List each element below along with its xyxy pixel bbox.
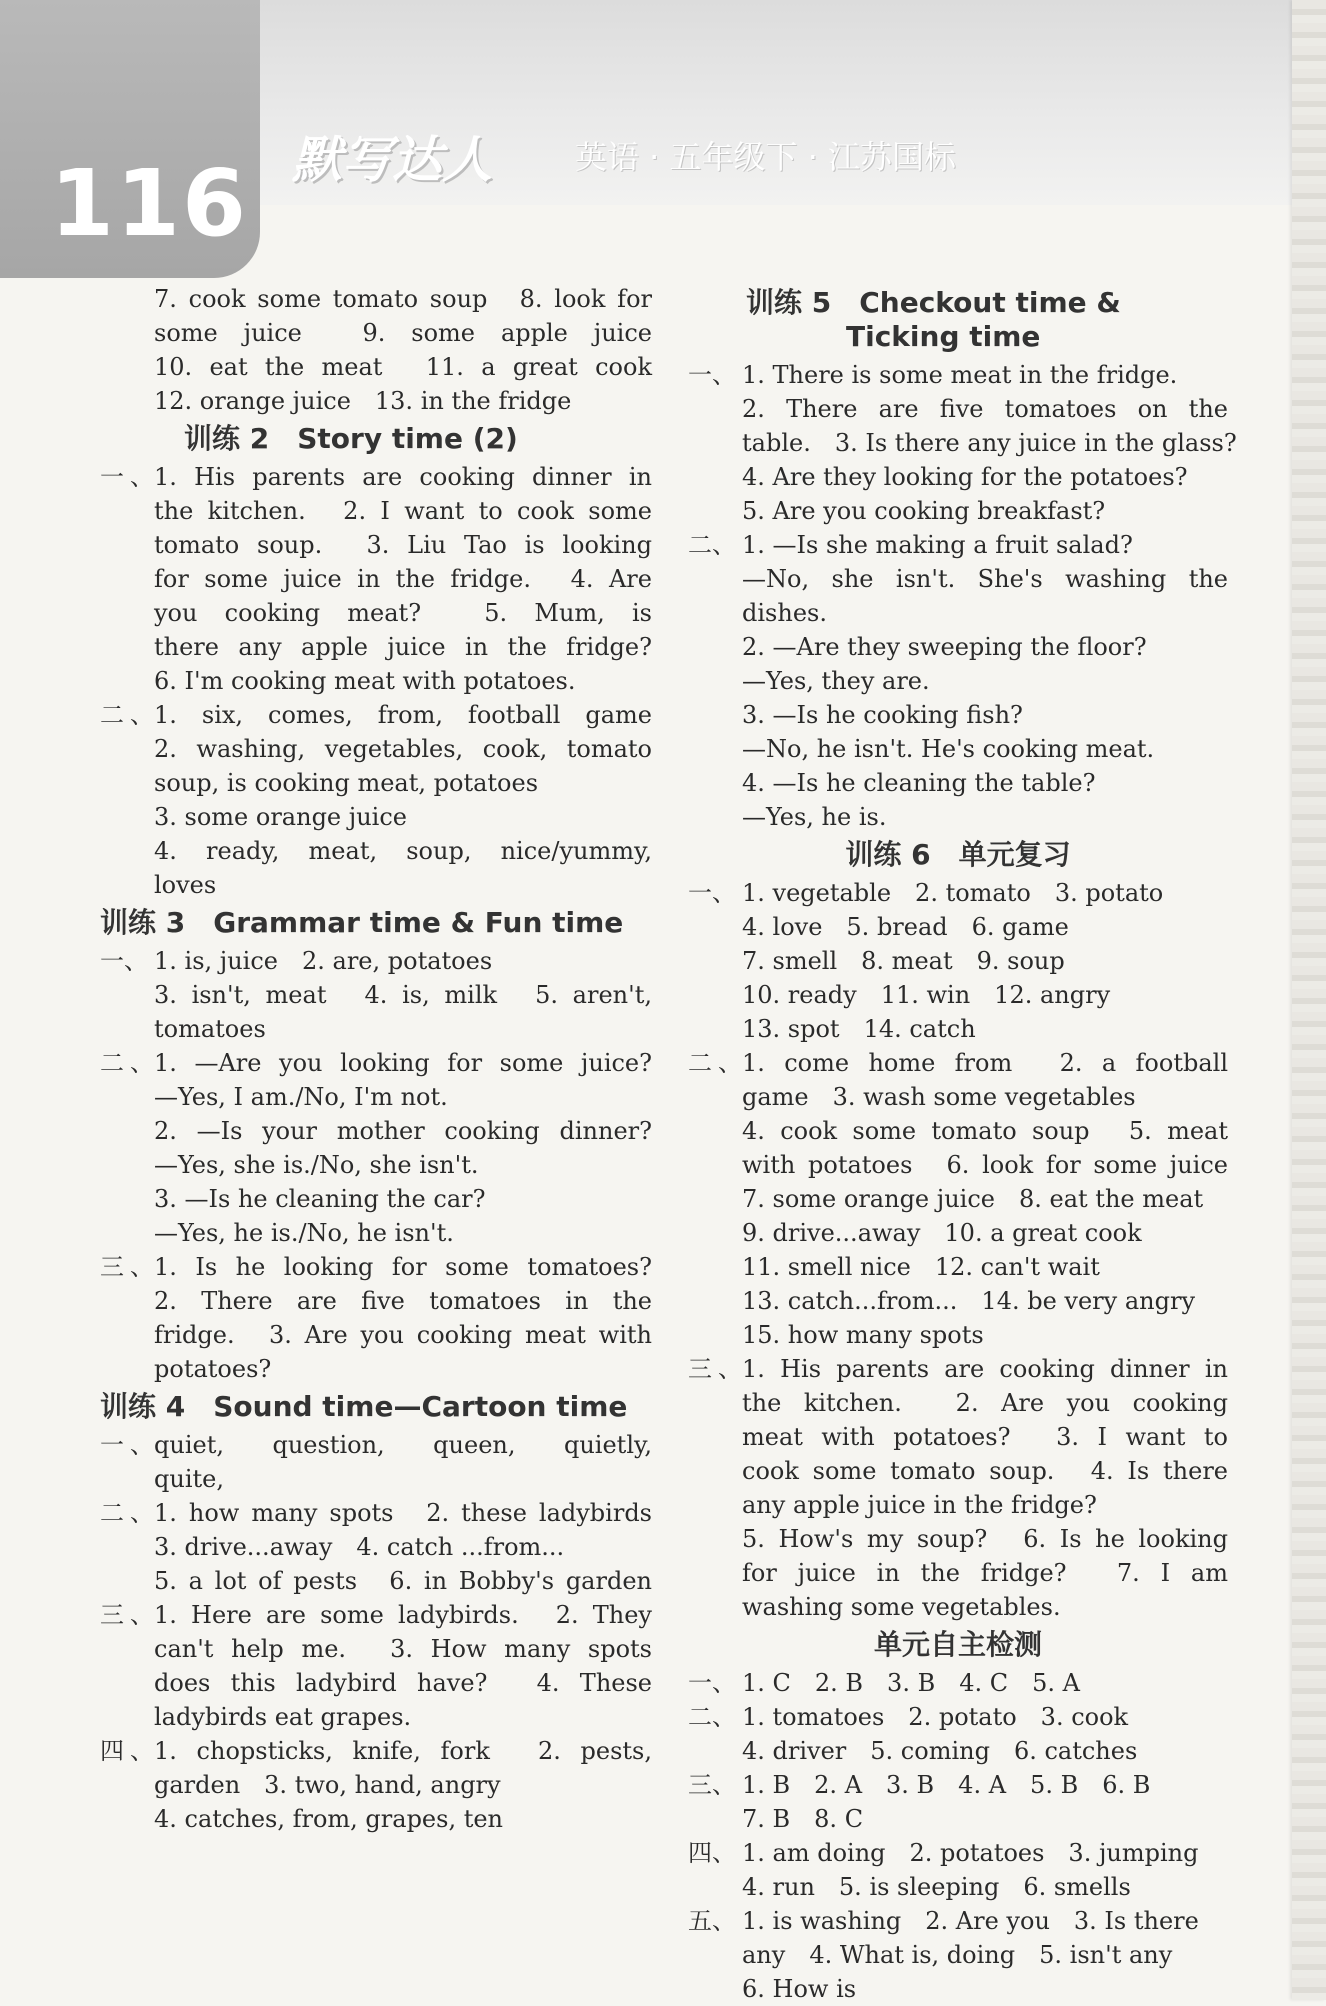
section-marker: 三、 [688, 1355, 742, 1383]
answer-line: dishes. [742, 599, 827, 627]
answer-line: 1. C 2. B 3. B 4. C 5. A [742, 1669, 1080, 1697]
section-marker: 三、 [100, 1601, 154, 1629]
answer-line: 7. some orange juice 8. eat the meat [742, 1185, 1204, 1213]
answer-line: ladybirds eat grapes. [154, 1703, 412, 1731]
answer-line: 2. —Is your mother cooking dinner? [154, 1117, 652, 1145]
section-marker: 二、 [100, 1049, 154, 1077]
answer-line: table. 3. Is there any juice in the glass? [742, 429, 1237, 457]
page-number-box [0, 0, 260, 278]
answer-line: 4. ready, meat, soup, nice/yummy, [154, 837, 652, 865]
answer-line: tomatoes [154, 1015, 266, 1043]
answer-line: 13. spot 14. catch [742, 1015, 976, 1043]
answer-line: does this ladybird have? 4. These [154, 1669, 652, 1697]
answer-line: soup, is cooking meat, potatoes [154, 769, 539, 797]
answer-line: for some juice in the fridge. 4. Are [154, 565, 652, 593]
answer-line: 1. His parents are cooking dinner in [742, 1355, 1228, 1383]
answer-line: meat with potatoes? 3. I want to [742, 1423, 1228, 1451]
answer-line: can't help me. 3. How many spots [154, 1635, 652, 1663]
section-marker: 二、 [688, 1703, 736, 1731]
book-subtitle: 英语 · 五年级下 · 江苏国标 [575, 138, 957, 176]
answer-line: 12. orange juice 13. in the fridge [154, 387, 572, 415]
answer-line: 1. six, comes, from, football game [154, 701, 652, 729]
answer-line: 1. Here are some ladybirds. 2. They [154, 1601, 652, 1629]
answer-line: 4. run 5. is sleeping 6. smells [742, 1873, 1131, 1901]
answer-line: 7. cook some tomato soup 8. look for [154, 285, 652, 313]
answer-line: —Yes, they are. [742, 667, 930, 695]
section-heading: 训练 5 Checkout time & [746, 286, 1121, 319]
section-marker: 一、 [100, 947, 148, 975]
answer-line: 6. How is [742, 1975, 857, 2003]
answer-line: 10. ready 11. win 12. angry [742, 981, 1111, 1009]
answer-line: some juice 9. some apple juice [154, 319, 652, 347]
answer-line: 3. drive...away 4. catch ...from... [154, 1533, 565, 1561]
answer-line: 1. come home from 2. a football [742, 1049, 1228, 1077]
answer-line: 3. —Is he cooking fish? [742, 701, 1023, 729]
answer-line: 1. am doing 2. potatoes 3. jumping [742, 1839, 1199, 1867]
answer-line: —Yes, she is./No, she isn't. [154, 1151, 479, 1179]
answer-line: 4. catches, from, grapes, ten [154, 1805, 504, 1833]
answer-line: 1. His parents are cooking dinner in [154, 463, 652, 491]
section-marker: 一、 [100, 463, 154, 491]
answer-line: 5. How's my soup? 6. Is he looking [742, 1525, 1228, 1553]
answer-line: 1. —Is she making a fruit salad? [742, 531, 1133, 559]
answer-line: 1. —Are you looking for some juice? [154, 1049, 652, 1077]
answer-line: for juice in the fridge? 7. I am [742, 1559, 1228, 1587]
answer-line: 11. smell nice 12. can't wait [742, 1253, 1100, 1281]
answer-line: 5. a lot of pests 6. in Bobby's garden [154, 1567, 652, 1595]
section-marker: 一、 [100, 1431, 154, 1459]
answer-line: 1. There is some meat in the fridge. [742, 361, 1178, 389]
answer-line: 4. —Is he cleaning the table? [742, 769, 1096, 797]
section-marker: 四、 [100, 1737, 154, 1765]
answer-line: 3. some orange juice [154, 803, 407, 831]
answer-line: 15. how many spots [742, 1321, 984, 1349]
answer-line: quite, [154, 1465, 224, 1493]
answer-line: 1. chopsticks, knife, fork 2. pests, [154, 1737, 652, 1765]
answer-line: 10. eat the meat 11. a great cook [154, 353, 652, 381]
section-heading: 训练 4 Sound time—Cartoon time [100, 1390, 628, 1423]
answer-line: 3. —Is he cleaning the car? [154, 1185, 486, 1213]
answer-line: 7. smell 8. meat 9. soup [742, 947, 1065, 975]
page-number: 116 [50, 150, 249, 257]
answer-line: garden 3. two, hand, angry [154, 1771, 501, 1799]
section-marker: 五、 [688, 1907, 736, 1935]
answer-line: tomato soup. 3. Liu Tao is looking [154, 531, 652, 559]
answer-line: 4. Are they looking for the potatoes? [742, 463, 1188, 491]
answer-line: 9. drive...away 10. a great cook [742, 1219, 1142, 1247]
answer-line: 7. B 8. C [742, 1805, 864, 1833]
left-column [100, 282, 652, 1836]
torn-edge [1292, 0, 1326, 2000]
section-heading: 训练 2 Story time (2) [184, 422, 518, 455]
answer-line: there any apple juice in the fridge? [154, 633, 652, 661]
answer-line: 2. washing, vegetables, cook, tomato [154, 735, 652, 763]
answer-line: 6. I'm cooking meat with potatoes. [154, 667, 576, 695]
section-marker: 一、 [688, 879, 736, 907]
answer-line: —Yes, I am./No, I'm not. [154, 1083, 448, 1111]
answer-line: any apple juice in the fridge? [742, 1491, 1097, 1519]
section-marker: 一、 [688, 1669, 736, 1697]
answer-line: 1. Is he looking for some tomatoes? [154, 1253, 652, 1281]
answer-line: 1. is washing 2. Are you 3. Is there [742, 1907, 1199, 1935]
answer-line: —Yes, he is. [742, 803, 887, 831]
answer-line: 4. cook some tomato soup 5. meat [742, 1117, 1228, 1145]
section-marker: 三、 [688, 1771, 736, 1799]
section-marker: 四、 [688, 1839, 736, 1867]
answer-line: 5. Are you cooking breakfast? [742, 497, 1106, 525]
answer-line: washing some vegetables. [742, 1593, 1061, 1621]
section-marker: 三、 [100, 1253, 154, 1281]
answer-line: loves [154, 871, 217, 899]
answer-line: game 3. wash some vegetables [742, 1083, 1136, 1111]
brand-title: 默写达人 [292, 131, 492, 189]
section-heading: 训练 3 Grammar time & Fun time [100, 906, 624, 939]
answer-line: 1. is, juice 2. are, potatoes [154, 947, 493, 975]
answer-line: 2. There are five tomatoes in the [154, 1287, 652, 1315]
answer-line: 13. catch...from... 14. be very angry [742, 1287, 1195, 1315]
section-heading: 单元自主检测 [873, 1628, 1042, 1661]
answer-line: 4. driver 5. coming 6. catches [742, 1737, 1138, 1765]
answer-line: 1. B 2. A 3. B 4. A 5. B 6. B [742, 1771, 1151, 1799]
answer-line: potatoes? [154, 1355, 272, 1383]
answer-line: —No, he isn't. He's cooking meat. [742, 735, 1155, 763]
answer-line: quiet, question, queen, quietly, [154, 1431, 652, 1459]
answer-line: fridge. 3. Are you cooking meat with [154, 1321, 652, 1349]
answer-line: the kitchen. 2. I want to cook some [154, 497, 652, 525]
section-marker: 二、 [100, 1499, 154, 1527]
answer-line: you cooking meat? 5. Mum, is [154, 599, 652, 627]
answer-line: —Yes, he is./No, he isn't. [154, 1219, 454, 1247]
answer-line: 1. how many spots 2. these ladybirds [154, 1499, 652, 1527]
answer-line: cook some tomato soup. 4. Is there [742, 1457, 1228, 1485]
answer-line: 1. tomatoes 2. potato 3. cook [742, 1703, 1129, 1731]
answer-line: 3. isn't, meat 4. is, milk 5. aren't, [154, 981, 652, 1009]
right-column [688, 282, 1237, 2006]
section-heading: 训练 6 单元复习 [845, 838, 1071, 871]
answer-line: the kitchen. 2. Are you cooking [742, 1389, 1228, 1417]
section-marker: 二、 [100, 701, 154, 729]
answer-line: 1. vegetable 2. tomato 3. potato [742, 879, 1164, 907]
answer-line: 2. —Are they sweeping the floor? [742, 633, 1147, 661]
answer-line: with potatoes 6. look for some juice [742, 1151, 1228, 1179]
section-heading-cont: Ticking time [846, 320, 1041, 353]
answer-line: 2. There are five tomatoes on the [742, 395, 1228, 423]
section-marker: 二、 [688, 531, 736, 559]
answer-line: —No, she isn't. She's washing the [742, 565, 1228, 593]
section-marker: 二、 [688, 1049, 742, 1077]
answer-line: 4. love 5. bread 6. game [742, 913, 1069, 941]
answer-line: any 4. What is, doing 5. isn't any [742, 1941, 1173, 1969]
section-marker: 一、 [688, 361, 736, 389]
